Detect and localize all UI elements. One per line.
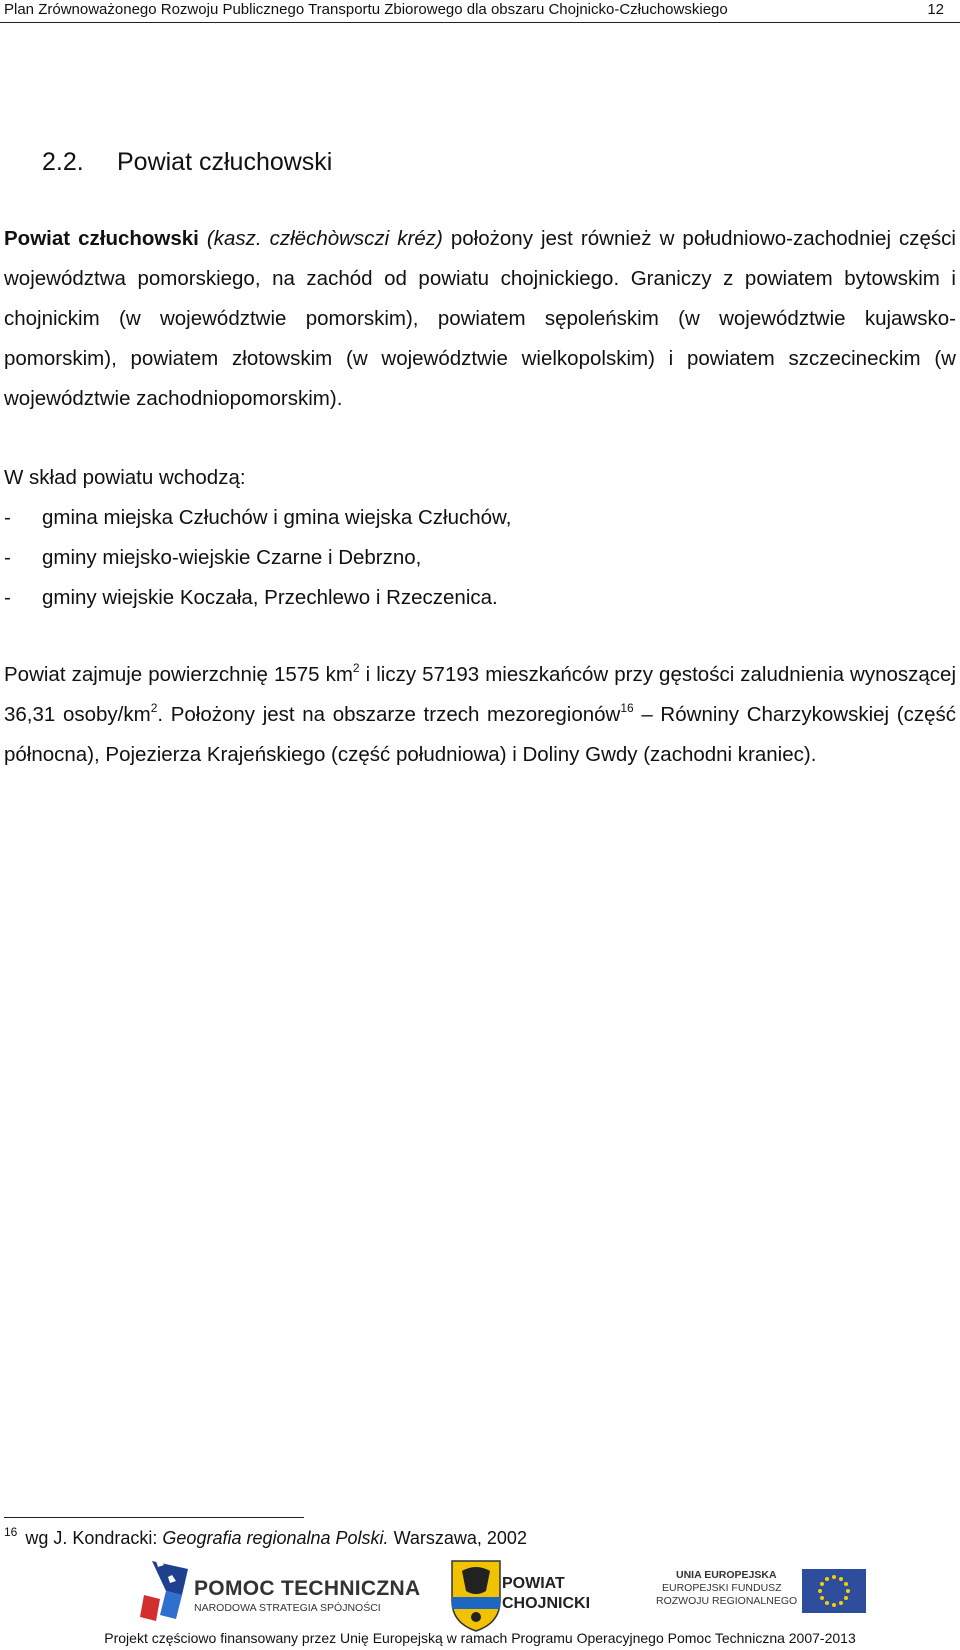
list-dash: - (4, 546, 11, 569)
document-title: Plan Zrównoważonego Rozwoju Publicznego Transportu Zbiorowego dla obszaru Chojnicko-Człuchowskiego (4, 1, 728, 18)
section-title: Powiat człuchowski (117, 148, 333, 176)
powiat-chojnicki-logo (448, 1557, 618, 1633)
eu-flag-icon (802, 1569, 866, 1613)
paragraph-composition-intro: W skład powiatu wchodzą: (4, 466, 246, 489)
ue-line1: UNIA EUROPEJSKA (676, 1569, 777, 1581)
superscript: 2 (352, 661, 360, 675)
list-item-text: gminy wiejskie Koczała, Przechlewo i Rzeczenica. (42, 586, 498, 609)
ue-line3: ROZWOJU REGIONALNEGO (656, 1595, 798, 1607)
footnote (4, 1526, 527, 1550)
kashubian-name: człëchòwsczi kréz) (269, 227, 443, 250)
eu-logo (656, 1565, 886, 1623)
logo-bar (0, 1555, 960, 1635)
location-text: położony jest również w południowo-zachodniej części województwa pomorskiego, na zachód od powiatu chojnickiego. Graniczy z powiatem bytowskim i chojnickim (w województwie pomorskim), powiatem sępoleńskim (w województwie kujawsko-pomorskim), powiatem złotowskim (w województwie wielkopolskim) i powiatem szczecineckim (w województwie zachodniopomorskim). (4, 227, 956, 410)
kashubian-open: (kasz. (206, 227, 270, 250)
footnote-title: Geografia regionalna Polski. (162, 1528, 389, 1548)
footnote-prefix: wg J. Kondracki: (25, 1528, 163, 1548)
county-name: Powiat człuchowski (4, 227, 199, 250)
pomoc-techniczna-emblem-icon (138, 1555, 198, 1633)
superscript: 2 (150, 701, 158, 715)
list-item-text: gminy miejsko-wiejskie Czarne i Debrzno, (42, 546, 422, 569)
page-number: 12 (927, 1, 944, 18)
area-text-2: i liczy 57193 mieszkańców przy gęstości zaludnienia wynoszącej 36,31 osoby/km (4, 663, 957, 726)
ue-line2: EUROPEJSKI FUNDUSZ (662, 1582, 782, 1594)
page-header (0, 0, 960, 23)
footnote-separator (4, 1517, 304, 1518)
list-item-text: gmina miejska Człuchów i gmina wiejska Człuchów, (42, 506, 512, 529)
pch-line2: CHOJNICKI (502, 1595, 591, 1612)
pch-line1: POWIAT (502, 1575, 565, 1592)
paragraph-area (4, 655, 956, 775)
paragraph-location (4, 219, 956, 419)
pomoc-techniczna-logo (138, 1555, 421, 1633)
funding-statement: Projekt częściowo finansowany przez Unię Europejską w ramach Programu Operacyjnego Pomoc Techniczna 2007-2013 (104, 1630, 856, 1646)
footnote-reference[interactable]: 16 (620, 701, 634, 715)
area-text-1: Powiat zajmuje powierzchnię 1575 km (4, 663, 353, 686)
list-dash: - (4, 506, 11, 529)
area-text-4: – Równiny Charzykowskiej (część północna), Pojezierza Krajeńskiego (część południowa) i Doliny Gwdy (zachodni kraniec). (4, 703, 956, 766)
pt-title: POMOC TECHNICZNA (194, 1577, 421, 1600)
section-heading (42, 148, 332, 177)
list-dash: - (4, 586, 11, 609)
pt-subtitle: NARODOWA STRATEGIA SPÓJNOŚCI (194, 1602, 381, 1614)
section-number: 2.2. (42, 148, 84, 176)
footnote-suffix: Warszawa, 2002 (388, 1528, 527, 1548)
coat-of-arms-icon (448, 1557, 504, 1633)
area-text-3: . Położony jest na obszarze trzech mezoregionów (157, 703, 621, 726)
footnote-number: 16 (4, 1525, 18, 1539)
